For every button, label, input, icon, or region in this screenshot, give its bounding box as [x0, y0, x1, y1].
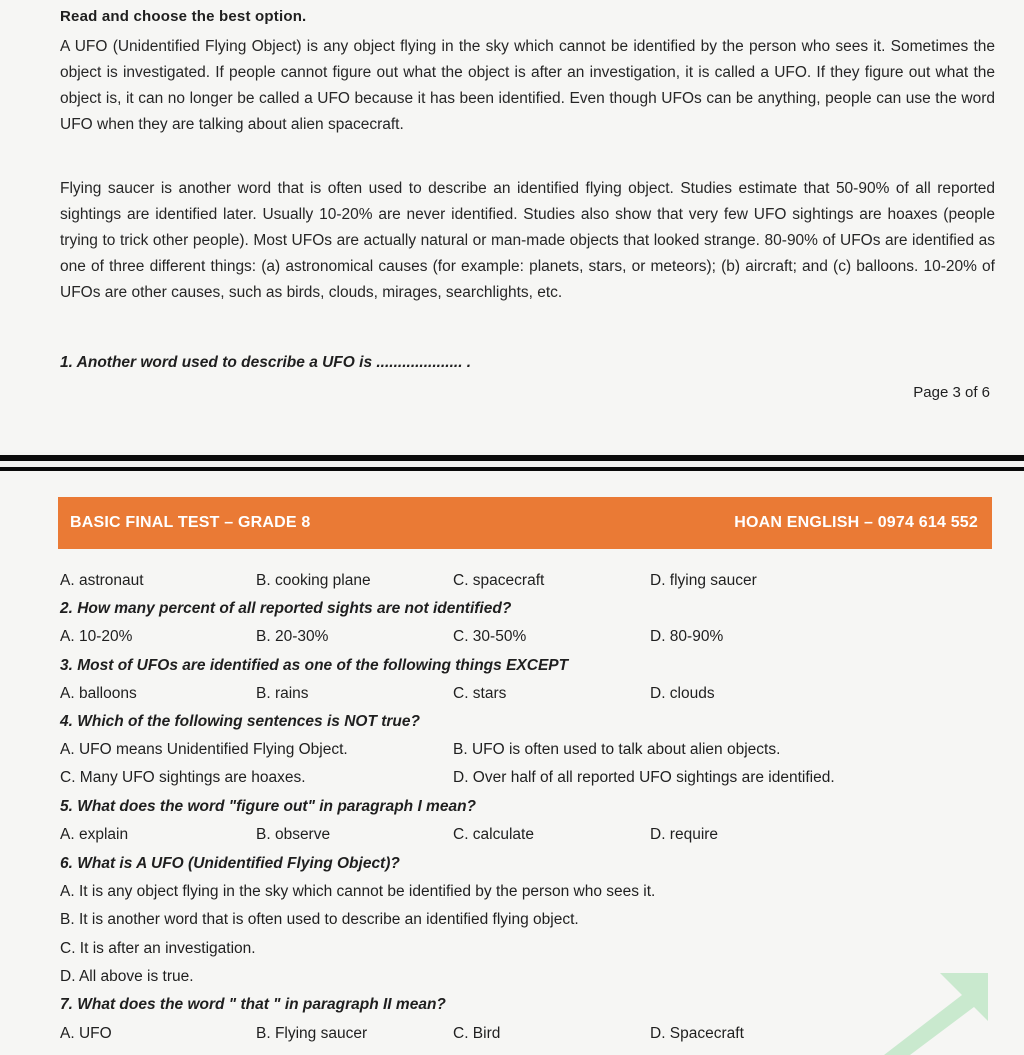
question-1-options — [60, 569, 990, 593]
option-b: B. observe — [256, 826, 331, 843]
question-5: 5. What does the word "figure out" in paragraph I mean? — [60, 798, 477, 815]
question-6: 6. What is A UFO (Unidentified Flying Object)? — [60, 855, 400, 872]
question-4-options-row1 — [60, 738, 990, 762]
question-7: 7. What does the word " that " in paragraph II mean? — [60, 996, 446, 1013]
test-header-banner — [58, 497, 992, 549]
question-4: 4. Which of the following sentences is NOT true? — [60, 713, 420, 730]
question-6-option-b: B. It is another word that is often used to describe an identified flying object. — [60, 911, 579, 928]
option-a: A. explain — [60, 826, 129, 843]
question-1: 1. Another word used to describe a UFO is .................... . — [60, 354, 472, 371]
option-a: A. astronaut — [60, 572, 144, 589]
option-a: A. UFO — [60, 1025, 112, 1042]
page-divider-thick — [0, 455, 1024, 461]
option-a: A. balloons — [60, 685, 137, 702]
question-3: 3. Most of UFOs are identified as one of the following things EXCEPT — [60, 657, 569, 674]
banner-contact: HOAN ENGLISH – 0974 614 552 — [734, 514, 978, 531]
option-c: C. calculate — [453, 826, 534, 843]
passage-paragraph-1: A UFO (Unidentified Flying Object) is any object flying in the sky which cannot be identified by the person who sees it. Sometimes the object is investigated. If people cannot figure out what the object is after an investigation, it is called a UFO. If they figure out what the object is, it can no longer be called a UFO because it has been identified. Even though UFOs can be anything, people can use the word UFO when they are talking about alien spacecraft. — [60, 38, 995, 133]
option-c: C. spacecraft — [453, 572, 545, 589]
option-d: D. flying saucer — [650, 572, 757, 589]
option-b: B. Flying saucer — [256, 1025, 368, 1042]
option-a: A. 10-20% — [60, 628, 133, 645]
option-c: C. stars — [453, 685, 507, 702]
question-3-options — [60, 682, 990, 706]
option-d: D. clouds — [650, 685, 715, 702]
option-c: C. Bird — [453, 1025, 501, 1042]
question-6-option-d: D. All above is true. — [60, 968, 194, 985]
question-2: 2. How many percent of all reported sights are not identified? — [60, 600, 512, 617]
option-b: B. rains — [256, 685, 309, 702]
question-7-options — [60, 1022, 990, 1046]
question-6-option-c: C. It is after an investigation. — [60, 940, 256, 957]
question-5-options — [60, 823, 990, 847]
option-b: B. cooking plane — [256, 572, 371, 589]
option-b: B. 20-30% — [256, 628, 329, 645]
option-d: D. require — [650, 826, 719, 843]
question-6-option-a: A. It is any object flying in the sky which cannot be identified by the person who sees it. — [60, 883, 656, 900]
option-c: C. 30-50% — [453, 628, 527, 645]
passage-paragraph-2: Flying saucer is another word that is often used to describe an identified flying object. Studies estimate that 50-90% of all reported sightings are identified later. Usually 10-20% are never identified. Studies also show that very few UFO sightings are hoaxes (people trying to trick other people). Most UFOs are actually natural or man-made objects that looked strange. 80-90% of UFOs are identified as one of three different things: (a) astronomical causes (for example: planets, stars, or meteors); (b) aircraft; and (c) balloons. 10-20% of UFOs are other causes, such as birds, clouds, mirages, searchlights, etc. — [60, 180, 995, 301]
watermark-arrow-icon — [870, 965, 1000, 1055]
option-b: B. UFO is often used to talk about alien objects. — [453, 741, 781, 758]
banner-title: BASIC FINAL TEST – GRADE 8 — [70, 514, 311, 531]
question-4-options-row2 — [60, 766, 990, 790]
option-a: A. UFO means Unidentified Flying Object. — [60, 741, 348, 758]
option-d: D. Over half of all reported UFO sightings are identified. — [453, 769, 835, 786]
option-d: D. 80-90% — [650, 628, 724, 645]
option-c: C. Many UFO sightings are hoaxes. — [60, 769, 306, 786]
instruction-heading: Read and choose the best option. — [60, 8, 307, 25]
page-number: Page 3 of 6 — [913, 384, 990, 401]
option-d: D. Spacecraft — [650, 1025, 744, 1042]
question-2-options — [60, 625, 990, 649]
